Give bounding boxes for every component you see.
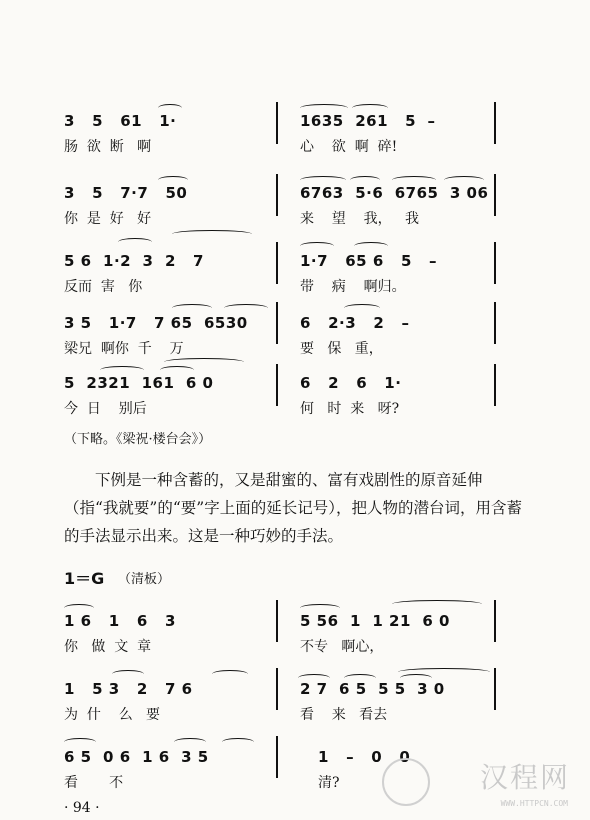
slur	[398, 668, 490, 676]
barline	[494, 364, 496, 406]
barline	[494, 600, 496, 642]
barline	[276, 364, 278, 406]
lyrics: 清?	[318, 775, 340, 791]
lyrics: 来 望 我， 我	[300, 211, 419, 227]
barline	[276, 242, 278, 284]
slur	[300, 604, 340, 612]
lyrics: 带 病 啊归。	[300, 279, 406, 295]
notes: 1·7 65 6 5 –	[300, 252, 438, 270]
slur	[172, 230, 252, 238]
notes: 6 2·3 2 –	[300, 314, 410, 332]
lyrics: 你 做 文 章	[64, 639, 152, 655]
notes: 1 6 1 6 3	[64, 612, 176, 630]
slur	[112, 670, 144, 678]
notes: 6 2 6 1·	[300, 374, 402, 392]
notes: 6 5 0 6 1 6 3 5	[64, 748, 209, 766]
notes: 1 – 0 0	[318, 748, 411, 766]
lyrics: 梁兄 啊你 千 万	[64, 341, 184, 357]
slur	[160, 366, 194, 374]
lyrics: 看 不	[64, 775, 124, 791]
notes: 1635 261 5 –	[300, 112, 436, 130]
slur	[344, 304, 380, 312]
barline	[276, 174, 278, 216]
notes: 6763 5·6 6765 3 06	[300, 184, 489, 202]
notes: 5 56 1 1 21 6 0	[300, 612, 450, 630]
notes: 3 5 61 1·	[64, 112, 177, 130]
slur	[100, 366, 144, 374]
notes: 5 6 1·2 3 2 7	[64, 252, 204, 270]
lyrics: 不专 啊心，	[300, 639, 384, 655]
lyrics: 为 什 么 要	[64, 707, 161, 723]
slur	[352, 104, 388, 112]
lyrics: 看 来 看去	[300, 707, 388, 723]
lyrics: 肠 欲 断 啊	[64, 139, 152, 155]
lyrics: 要 保 重，	[300, 341, 383, 357]
source-caption: （下略。《梁祝·楼台会》）	[64, 432, 212, 447]
slur	[118, 238, 152, 246]
notes: 2 7 6 5 5 5 3 0	[300, 680, 445, 698]
barline	[276, 600, 278, 642]
lyrics: 何 时 来 呀?	[300, 401, 400, 417]
notes: 1 5 3 2 7 6	[64, 680, 193, 698]
slur	[222, 738, 254, 746]
notes: 3 5 1·7 7 65 6530	[64, 314, 248, 332]
slur	[392, 176, 436, 184]
watermark-url: WWW.HTTPCN.COM	[500, 799, 568, 808]
page-number: · 94 ·	[64, 800, 100, 816]
watermark-text: 汉程网	[479, 761, 570, 794]
slur	[300, 242, 334, 250]
slur	[300, 104, 348, 112]
slur	[158, 176, 188, 184]
slur	[174, 738, 206, 746]
lyrics: 反而 害 你	[64, 279, 143, 295]
slur	[392, 600, 482, 608]
notes: 3 5 7·7 50	[64, 184, 188, 202]
barline	[276, 668, 278, 710]
slur	[64, 738, 96, 746]
lyrics: 你 是 好 好	[64, 211, 152, 227]
watermark-logo-icon	[382, 758, 430, 806]
slur	[444, 176, 484, 184]
slur	[224, 304, 268, 312]
slur	[172, 304, 212, 312]
lyrics: 心 欲 啊 碎!	[300, 139, 398, 155]
slur	[300, 176, 346, 184]
barline	[494, 242, 496, 284]
body-paragraph: 下例是一种含蓄的，又是甜蜜的、富有戏剧性的原音延伸（指“我就要”的“要”字上面的延长记号），把人物的潜台词，用含蓄的手法显示出来。这是一种巧妙的手法。	[64, 471, 522, 545]
barline	[276, 736, 278, 778]
slur	[158, 104, 182, 112]
tempo-marking: （清板）	[118, 572, 171, 587]
barline	[494, 668, 496, 710]
barline	[494, 102, 496, 144]
key-signature: 1＝G	[64, 569, 105, 588]
slur	[354, 242, 388, 250]
slur	[212, 670, 248, 678]
slur	[164, 358, 244, 366]
barline	[494, 174, 496, 216]
slur	[64, 604, 94, 612]
slur	[350, 176, 380, 184]
barline	[276, 302, 278, 344]
barline	[494, 302, 496, 344]
barline	[276, 102, 278, 144]
notes: 5 2321 161 6 0	[64, 374, 214, 392]
lyrics: 今 日 别后	[64, 401, 147, 417]
